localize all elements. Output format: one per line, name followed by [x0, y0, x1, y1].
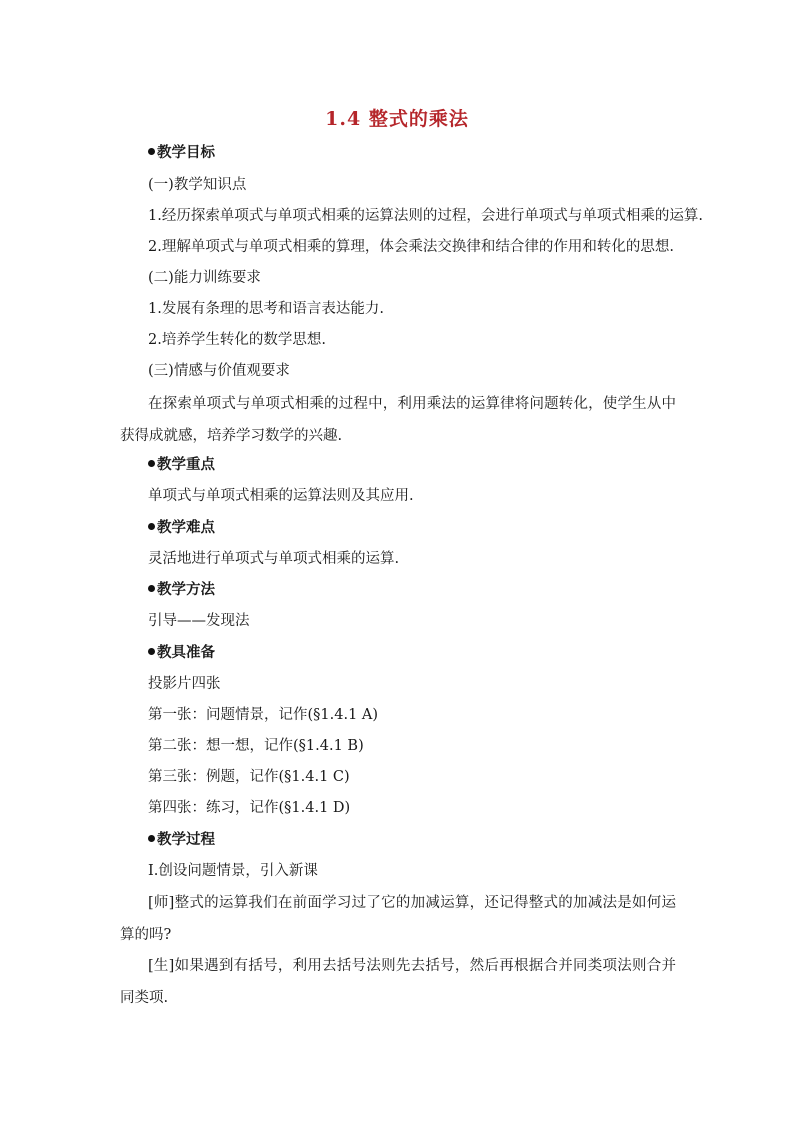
student-paragraph: [生]如果遇到有括号，利用去括号法则先去括号，然后再根据合并同类项法则合并同类项. [120, 958, 676, 1006]
slide-item-3: 第三张：例题，记作(§1.4.1 C) [148, 769, 350, 785]
difficulties-text: 灵活地进行单项式与单项式相乘的运算. [148, 551, 400, 567]
teacher-paragraph: [师]整式的运算我们在前面学习过了它的加减运算，还记得整式的加减法是如何运算的吗? [120, 895, 676, 943]
slide-item-2: 第二张：想一想，记作(§1.4.1 B) [148, 738, 364, 754]
section-heading-process: 教学过程 [148, 830, 215, 850]
bullet-icon [148, 460, 155, 467]
section-heading-method: 教学方法 [148, 580, 215, 600]
subheading-ability: (二)能力训练要求 [148, 270, 261, 286]
slide-item-1: 第一张：问题情景，记作(§1.4.1 A) [148, 707, 379, 723]
materials-text: 投影片四张 [148, 676, 221, 692]
bullet-icon [148, 835, 155, 842]
key-points-text: 单项式与单项式相乘的运算法则及其应用. [148, 488, 414, 504]
bullet-icon [148, 523, 155, 530]
objective-item-3: 1.发展有条理的思考和语言表达能力. [148, 301, 384, 317]
section-heading-difficulties: 教学难点 [148, 518, 215, 538]
section-heading-objectives: 教学目标 [148, 143, 215, 163]
objective-item-1: 1.经历探索单项式与单项式相乘的运算法则的过程，会进行单项式与单项式相乘的运算. [148, 208, 703, 224]
subheading-knowledge: (一)教学知识点 [148, 177, 247, 193]
subheading-values: (三)情感与价值观要求 [148, 363, 290, 379]
section-heading-materials: 教具准备 [148, 643, 215, 663]
bullet-icon [148, 648, 155, 655]
values-paragraph: 在探索单项式与单项式相乘的过程中，利用乘法的运算律将问题转化，使学生从中获得成就感，培养学习数学的兴趣. [120, 396, 676, 444]
page-title: 1.4 整式的乘法 [325, 108, 469, 130]
method-text: 引导——发现法 [148, 613, 250, 629]
bullet-icon [148, 585, 155, 592]
section-heading-key-points: 教学重点 [148, 455, 215, 475]
bullet-icon [148, 148, 155, 155]
objective-item-4: 2.培养学生转化的数学思想. [148, 332, 326, 348]
process-step-1: Ⅰ.创设问题情景，引入新课 [148, 863, 318, 879]
objective-item-2: 2.理解单项式与单项式相乘的算理，体会乘法交换律和结合律的作用和转化的思想. [148, 239, 674, 255]
slide-item-4: 第四张：练习，记作(§1.4.1 D) [148, 800, 351, 816]
